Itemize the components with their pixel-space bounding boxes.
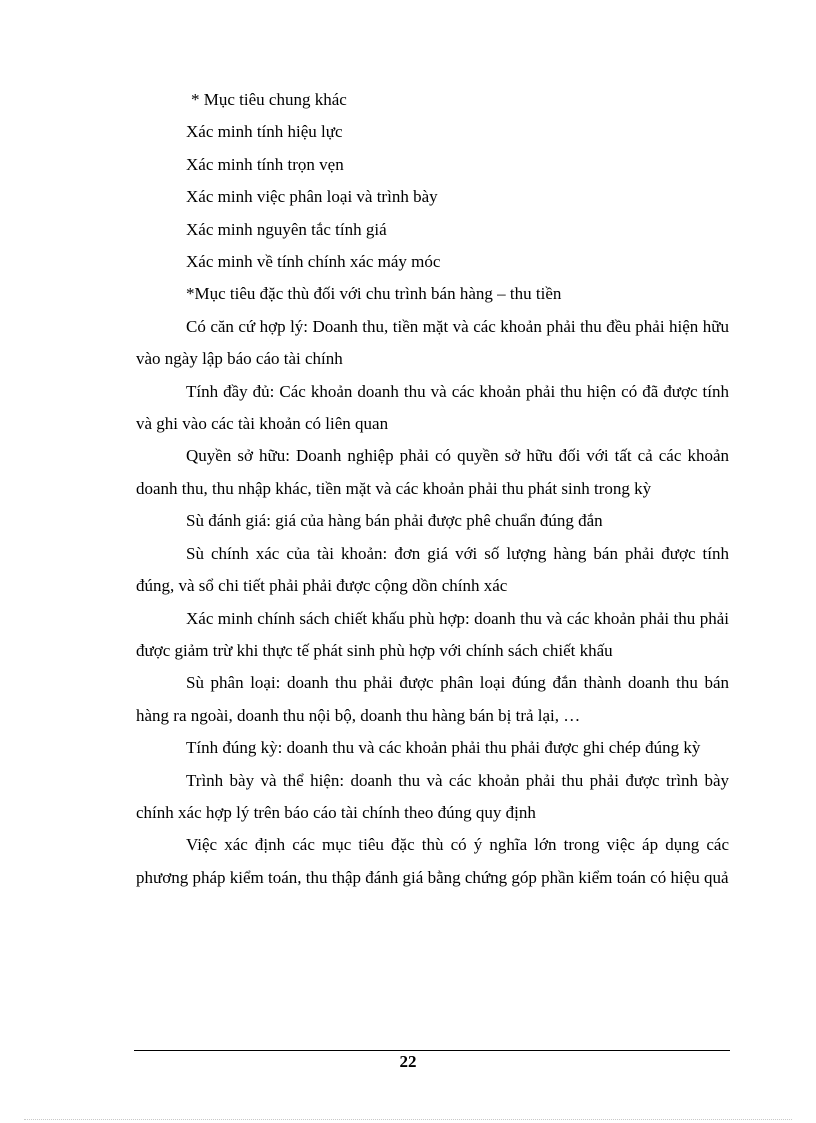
paragraph: Quyền sở hữu: Doanh nghiệp phải có quyền sở hữu đối với tất cả các khoản doanh thu, thu nhập khác, tiền mặt và các khoản phải thu phát sinh trong kỳ	[136, 446, 729, 498]
page-body	[136, 84, 729, 894]
paragraph: Xác minh về tính chính xác máy móc	[186, 252, 441, 272]
paragraph: Sù chính xác của tài khoản: đơn giá với số lượng hàng bán phải được tính đúng, và sổ chi tiết phải phải được cộng dồn chính xác	[136, 543, 729, 596]
paragraph: Xác minh tính trọn vẹn	[186, 154, 344, 174]
paragraph: Xác minh việc phân loại và trình bày	[186, 187, 438, 207]
paragraph: Sù đánh giá: giá của hàng bán phải được phê chuẩn đúng đắn	[186, 511, 603, 531]
heading-specific-objectives: *Mục tiêu đặc thù đối với chu trình bán hàng – thu tiền	[186, 284, 562, 304]
paragraph: Xác minh nguyên tắc tính giá	[186, 219, 387, 239]
paragraph: Xác minh tính hiệu lực	[186, 122, 343, 142]
paragraph: Tính đúng kỳ: doanh thu và các khoản phải thu phải được ghi chép đúng kỳ	[186, 738, 701, 758]
paragraph: Xác minh chính sách chiết khấu phù hợp: doanh thu và các khoản phải thu phải được giảm trừ khi thực tế phát sinh phù hợp với chính sách chiết khấu	[136, 608, 729, 660]
paragraph: Trình bày và thể hiện: doanh thu và các khoản phải thu phải được trình bày chính xác hợp lý trên báo cáo tài chính theo đúng quy định	[136, 770, 729, 822]
footer-rule	[134, 1050, 730, 1051]
heading-general-objectives: * Mục tiêu chung khác	[191, 90, 347, 109]
page-edge-divider	[24, 1119, 792, 1120]
paragraph: Tính đầy đủ: Các khoản doanh thu và các khoản phải thu hiện có đã được tính và ghi vào các tài khoản có liên quan	[136, 381, 729, 434]
paragraph: Sù phân loại: doanh thu phải được phân loại đúng đắn thành doanh thu bán hàng ra ngoài, doanh thu nội bộ, doanh thu hàng bán bị trả lại, …	[136, 673, 729, 725]
page-number: 22	[399, 1052, 417, 1071]
paragraph: Việc xác định các mục tiêu đặc thù có ý nghĩa lớn trong việc áp dụng các phương pháp kiểm toán, thu thập đánh giá bằng chứng góp phần kiểm toán có hiệu quả	[136, 835, 729, 887]
paragraph: Có căn cứ hợp lý: Doanh thu, tiền mặt và các khoản phải thu đều phải hiện hữu vào ngày lập báo cáo tài chính	[136, 316, 729, 369]
